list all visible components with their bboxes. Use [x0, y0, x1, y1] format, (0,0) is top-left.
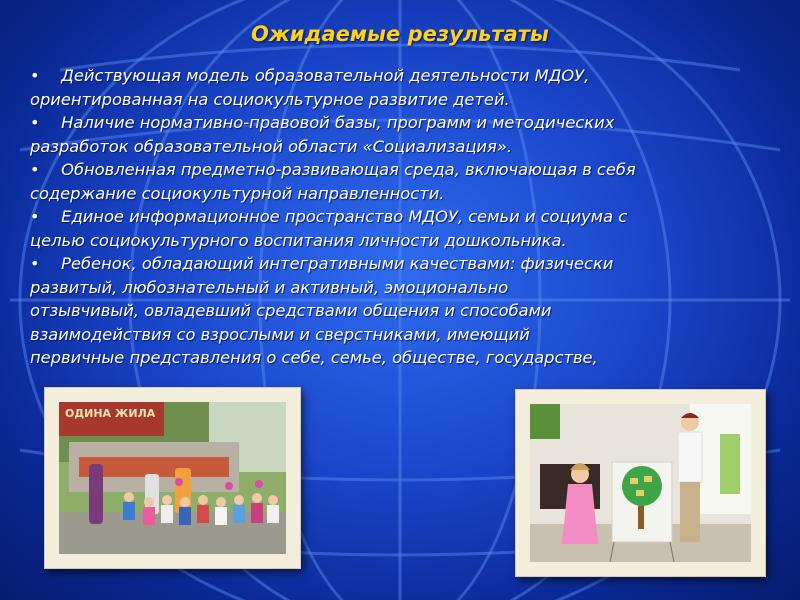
tree-poster-photo [530, 404, 751, 562]
photo-frame-tree-poster [515, 389, 766, 577]
slide-title: Ожидаемые результаты [251, 22, 549, 46]
bullet-line: Наличие нормативно-правовой базы, программ и методических [56, 113, 615, 132]
bullet-marker: • [30, 254, 40, 273]
bullet-line: развитый, любознательный и активный, эмоционально [30, 277, 509, 297]
bullet-item [30, 64, 790, 111]
bullet-line: Единое информационное пространство МДОУ, семьи и социума с [56, 207, 628, 226]
bullet-line: целью социокультурного воспитания личности дошкольника. [30, 230, 567, 250]
bullet-line: первичные представления о себе, семье, обществе, государстве, [30, 348, 598, 367]
bullet-line: взаимодействия со взрослыми и сверстниками, имеющий [30, 324, 530, 344]
bullet-item [30, 252, 790, 370]
memorial-sign-text: ОДИНА ЖИЛА [65, 407, 156, 420]
bullet-marker: • [30, 160, 40, 179]
bullet-item [30, 205, 790, 252]
bullet-line: содержание социокультурной направленности. [30, 183, 445, 203]
memorial-photo [59, 402, 286, 554]
photo-frame-memorial [44, 387, 301, 569]
bullet-line: Действующая модель образовательной деятельности МДОУ, [56, 66, 590, 85]
bullet-item [30, 111, 790, 158]
bullet-marker: • [30, 66, 40, 85]
bullet-marker: • [30, 207, 40, 226]
bullet-line: отзывчивый, овладевший средствами общения и способами [30, 301, 552, 320]
bullet-item [30, 158, 790, 205]
bullet-line: ориентированная на социокультурное развитие детей. [30, 89, 510, 109]
bullet-line: Обновленная предметно-развивающая среда, включающая в себя [56, 160, 636, 179]
bullet-line: Ребенок, обладающий интегративными качествами: физически [56, 254, 614, 273]
bullet-line: разработок образовательной области «Социализация». [30, 136, 513, 156]
bullet-marker: • [30, 113, 40, 132]
bullet-list [30, 64, 790, 370]
